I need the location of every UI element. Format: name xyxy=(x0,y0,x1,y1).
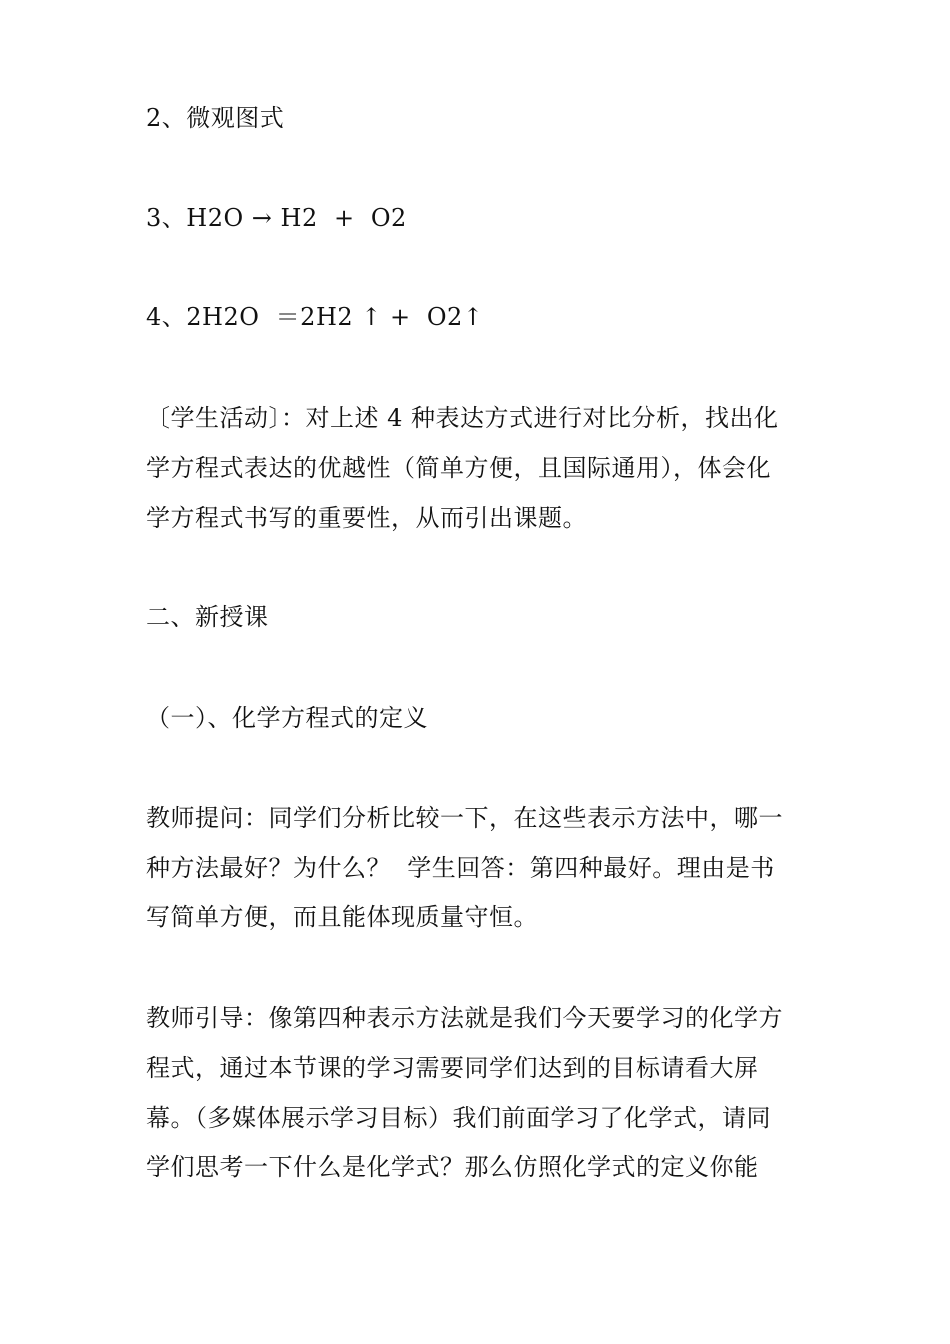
paragraph-teacher-guide-line-2: 程式，通过本节课的学习需要同学们达到的目标请看大屏 xyxy=(146,1054,759,1082)
section-heading-new-lesson: 二、新授课 xyxy=(146,603,269,631)
paragraph-student-activity-line-3: 学方程式书写的重要性，从而引出课题。 xyxy=(146,504,587,532)
paragraph-student-activity-line-2: 学方程式表达的优越性（简单方便，且国际通用），体会化 xyxy=(146,454,771,482)
list-item-micro-diagram: 2、微观图式 xyxy=(146,104,285,132)
list-item-chemical-equation: 4、2H2O ＝2H2 ↑ + O2↑ xyxy=(146,303,484,331)
paragraph-teacher-guide-line-3: 幕。（多媒体展示学习目标）我们前面学习了化学式，请同 xyxy=(146,1104,771,1132)
paragraph-teacher-guide-line-1: 教师引导：像第四种表示方法就是我们今天要学习的化学方 xyxy=(146,1004,783,1032)
paragraph-teacher-question-line-3: 写简单方便，而且能体现质量守恒。 xyxy=(146,903,538,931)
paragraph-teacher-question-line-1: 教师提问：同学们分析比较一下，在这些表示方法中，哪一 xyxy=(146,804,783,832)
paragraph-student-activity-line-1: 〔学生活动〕：对上述 4 种表达方式进行对比分析，找出化 xyxy=(146,404,779,432)
subsection-heading-definition: （一）、化学方程式的定义 xyxy=(146,704,428,732)
paragraph-teacher-guide-line-4: 学们思考一下什么是化学式？那么仿照化学式的定义你能 xyxy=(146,1153,759,1181)
paragraph-teacher-question-line-2: 种方法最好？为什么？ 学生回答：第四种最好。理由是书 xyxy=(146,854,775,882)
list-item-word-equation: 3、H2O → H2 + O2 xyxy=(146,204,407,232)
